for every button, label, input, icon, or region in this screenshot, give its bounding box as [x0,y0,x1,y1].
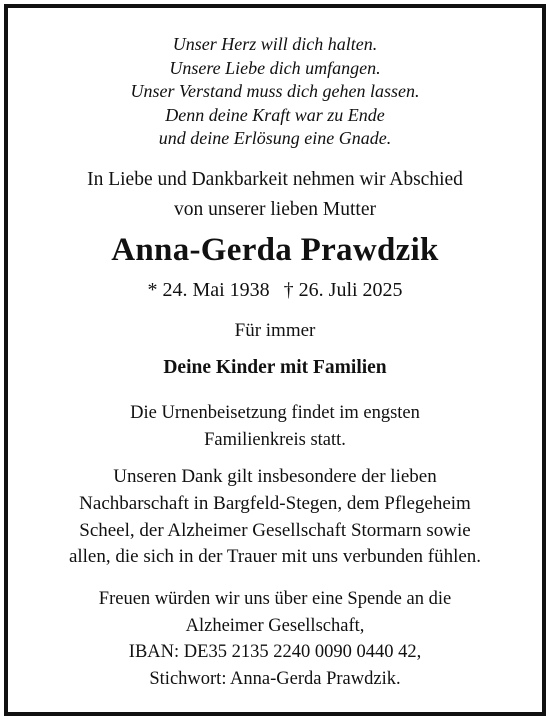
life-dates [0,277,550,303]
poem-verse [0,33,550,151]
donation-line: Alzheimer Gesellschaft, [185,615,365,636]
death-date: † 26. Juli 2025 [283,279,403,301]
donation-iban: IBAN: DE35 2135 2240 0090 0440 42, [128,642,422,662]
donation-request [0,586,550,692]
thanks-line: Scheel, der Alzheimer Gesellschaft Stormarn sowie [79,519,471,541]
poem-line: Unsere Liebe dich umfangen. [169,57,381,78]
thanks-line: Unseren Dank gilt insbesondere der lieben [113,466,437,487]
thanks-line: Nachbarschaft in Bargfeld-Stegen, dem Pflegeheim [79,492,471,514]
burial-notice [0,400,550,453]
mourners-signature: Deine Kinder mit Familien [163,357,387,378]
deceased-name: Anna-Gerda Prawdzik [111,232,439,268]
intro-line: von unserer lieben Mutter [174,199,376,220]
poem-line: Denn deine Kraft war zu Ende [165,104,385,125]
poem-line: Unser Verstand muss dich gehen lassen. [130,81,420,101]
burial-line: Die Urnenbeisetzung findet im engsten [130,403,420,423]
forever-phrase: Für immer [234,320,316,341]
donation-keyword: Stichwort: Anna-Gerda Prawdzik. [149,668,401,689]
birth-date: * 24. Mai 1938 [147,279,270,301]
poem-line: Unser Herz will dich halten. [172,34,378,54]
poem-line: und deine Erlösung eine Gnade. [158,128,392,148]
intro-line: In Liebe und Dankbarkeit nehmen wir Abschied [87,169,463,190]
burial-line: Familienkreis statt. [204,429,346,450]
thanks-paragraph [0,464,550,571]
farewell-intro [0,165,550,225]
donation-line: Freuen würden wir uns über eine Spende an die [98,589,452,609]
thanks-line: allen, die sich in der Trauer mit uns verbunden fühlen. [68,546,482,568]
